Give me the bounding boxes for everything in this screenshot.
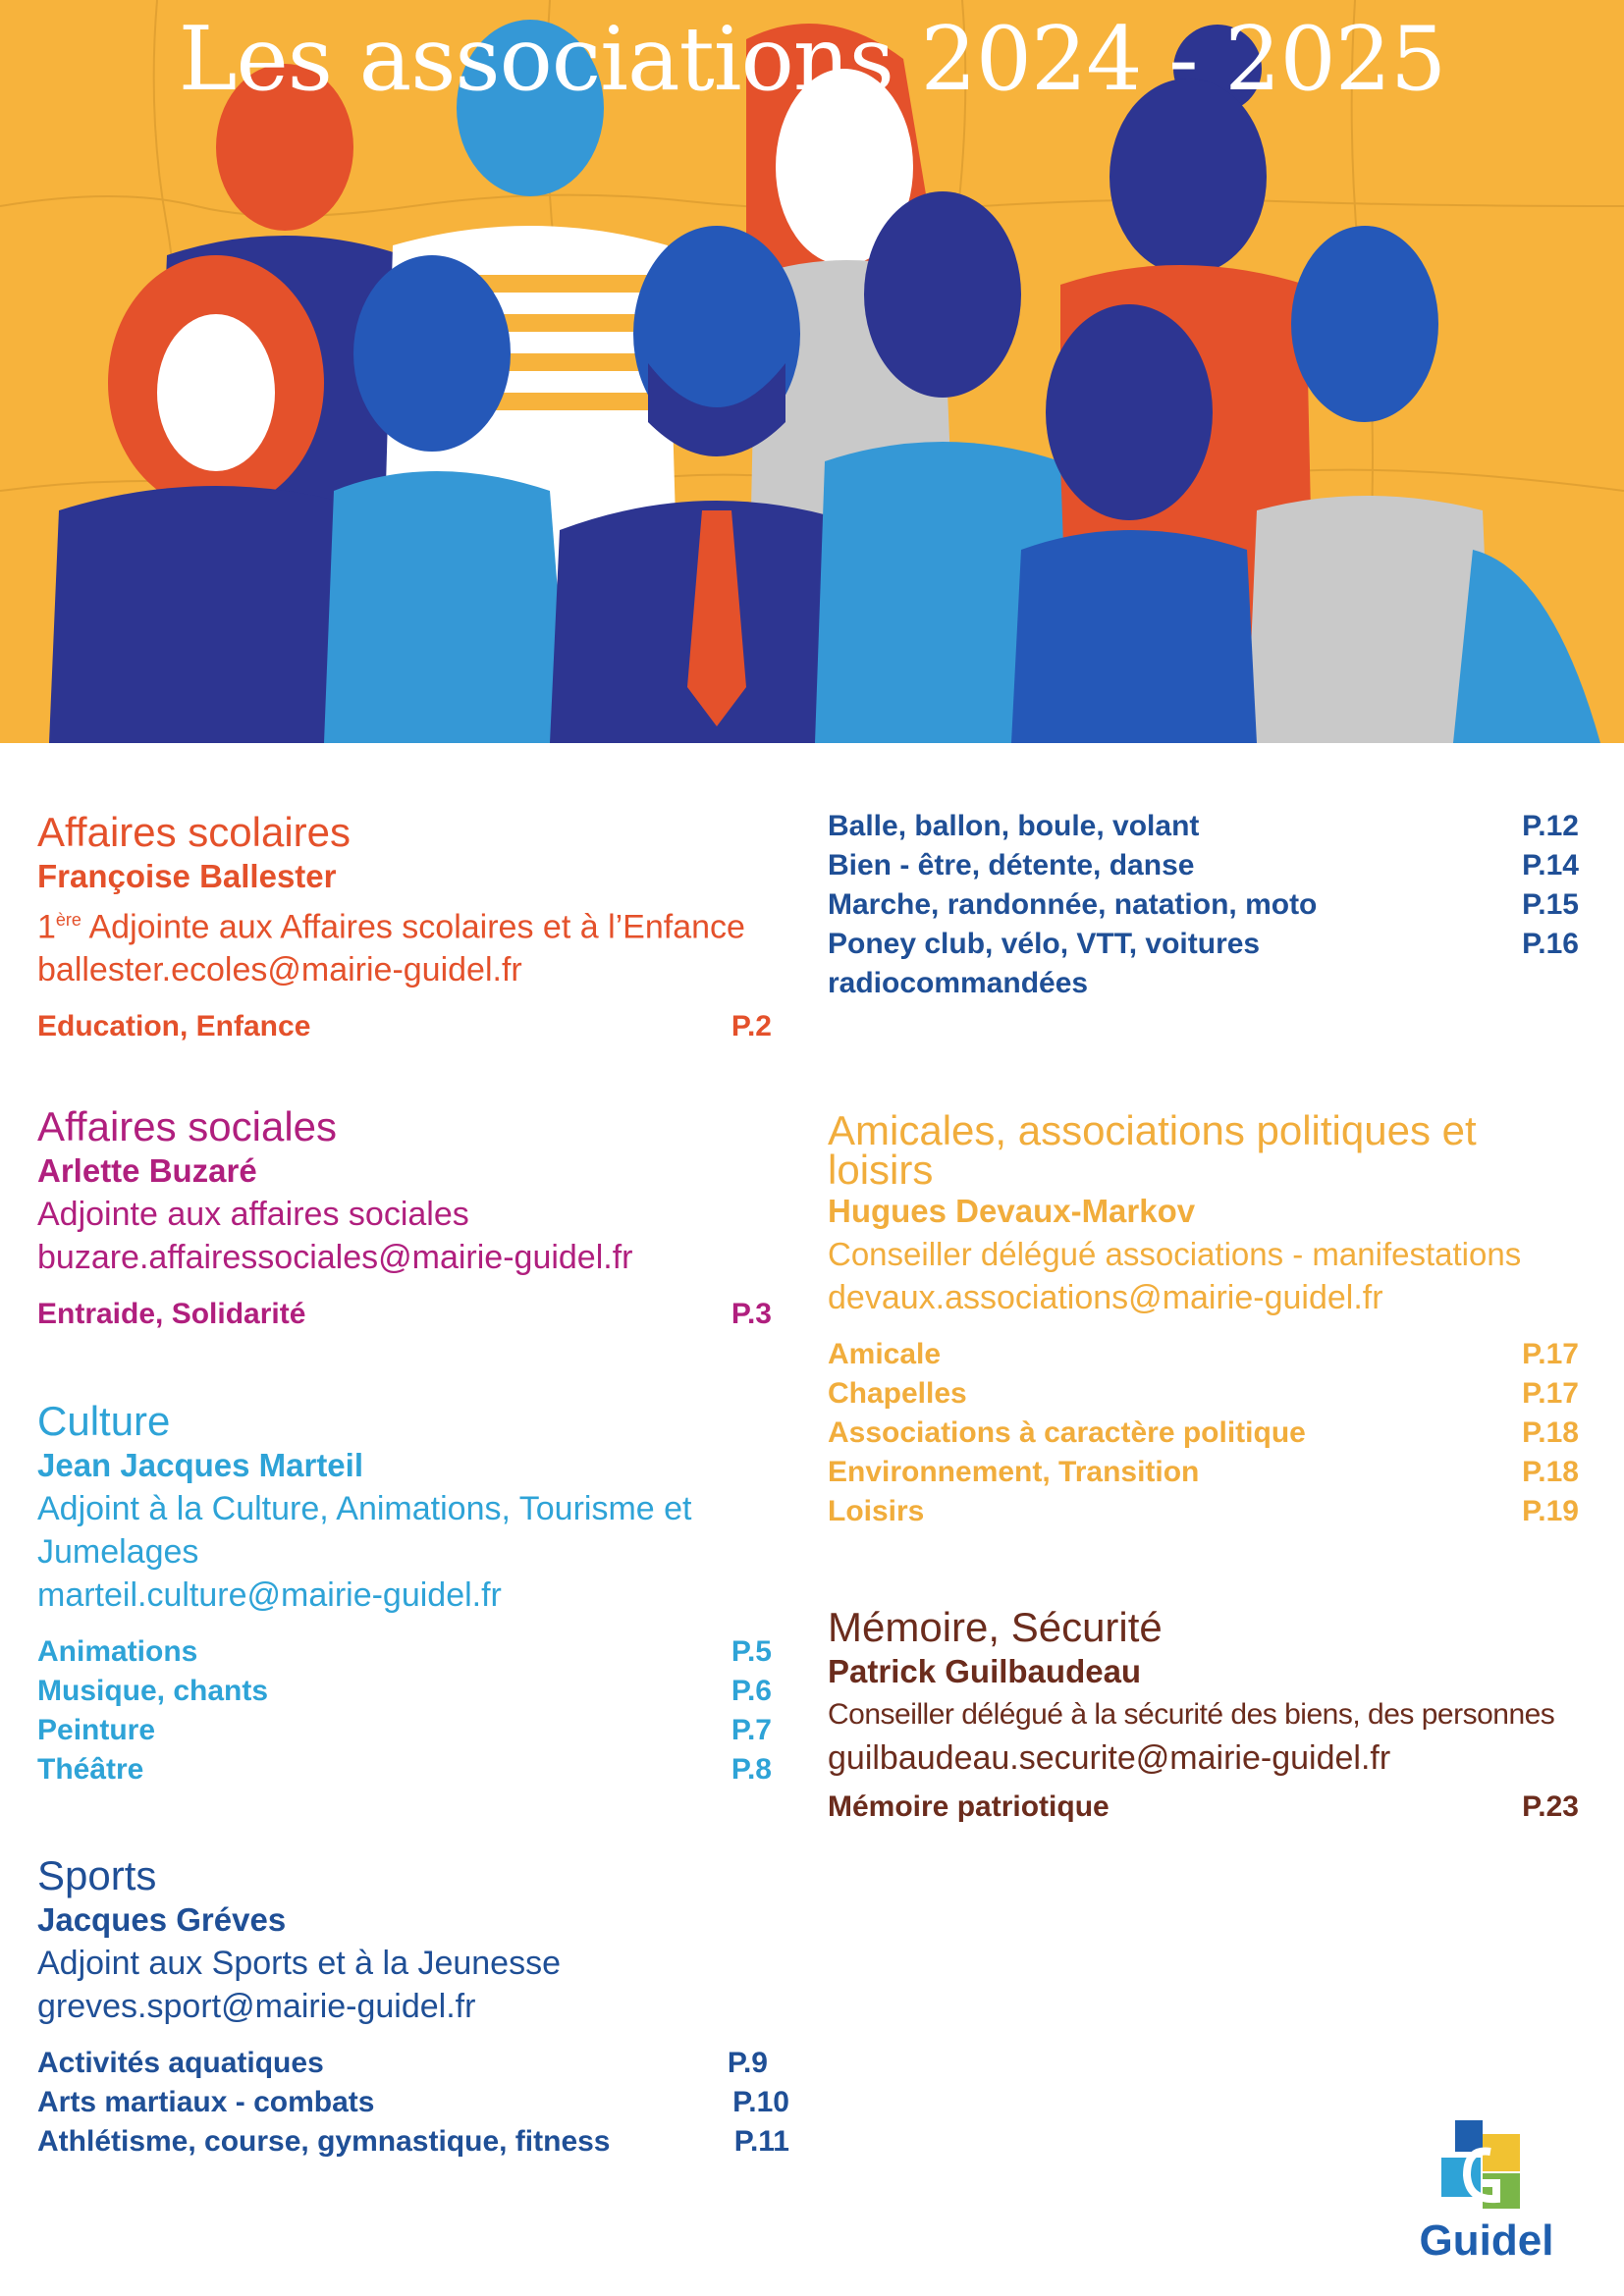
list-item[interactable]: Animations P.5	[37, 1632, 772, 1672]
page-number: P.2	[731, 1010, 772, 1043]
section-sports	[37, 1853, 789, 2162]
page-number: P.12	[1522, 810, 1579, 842]
list-item[interactable]: Musique, chants P.6	[37, 1672, 772, 1711]
section-email[interactable]: greves.sport@mairie-guidel.fr	[37, 1988, 476, 2025]
section-affaires-scolaires	[37, 810, 772, 1046]
section-items	[37, 2044, 789, 2162]
guidel-logo-mark	[1418, 2118, 1555, 2216]
section-role: Conseiller délégué à la sécurité des biens, des personnes	[828, 1698, 1555, 1731]
section-sports-continued	[828, 807, 1579, 1003]
document-title: Les associations 2024 - 2025	[178, 8, 1446, 111]
page-number: P.18	[1522, 1416, 1579, 1449]
list-item[interactable]: Education, Enfance P.2	[37, 1007, 772, 1046]
page-number: P.3	[731, 1298, 772, 1330]
list-item[interactable]: Athlétisme, course, gymnastique, fitness P.11	[37, 2122, 789, 2162]
page-number: P.7	[731, 1714, 772, 1746]
section-amicales	[828, 1107, 1579, 1531]
page-number: P.6	[731, 1675, 772, 1707]
list-item[interactable]: Théâtre P.8	[37, 1750, 772, 1789]
section-role: Adjointe aux affaires sociales	[37, 1196, 469, 1233]
page-number: P.5	[731, 1635, 772, 1668]
section-title: Culture	[37, 1398, 171, 1444]
section-email[interactable]: buzare.affairessociales@mairie-guidel.fr	[37, 1239, 633, 1276]
guidel-logo	[1418, 2118, 1555, 2275]
list-item[interactable]: Peinture P.7	[37, 1711, 772, 1750]
page-number: P.15	[1522, 888, 1579, 921]
section-person: Françoise Ballester	[37, 858, 337, 894]
list-item[interactable]: Loisirs P.19	[828, 1492, 1579, 1531]
list-item[interactable]: Mémoire patriotique P.23	[828, 1788, 1579, 1827]
section-title: Affaires sociales	[37, 1103, 338, 1149]
page-number: P.8	[731, 1753, 772, 1786]
list-item[interactable]: Bien - être, détente, danse P.14	[828, 846, 1579, 885]
page-number: P.19	[1522, 1495, 1579, 1527]
section-role: Adjoint aux Sports et à la Jeunesse	[37, 1945, 561, 1982]
section-person: Arlette Buzaré	[37, 1152, 257, 1189]
section-affaires-sociales	[37, 1104, 772, 1334]
page-number: P.9	[727, 2047, 768, 2079]
page-number: P.11	[733, 2125, 789, 2158]
section-role: Adjoint à la Culture, Animations, Tourisme et Jumelages	[37, 1490, 692, 1571]
people-illustration	[0, 0, 1624, 743]
section-title: Affaires scolaires	[37, 809, 352, 855]
section-person: Hugues Devaux-Markov	[828, 1193, 1196, 1229]
page-number: P.17	[1522, 1338, 1579, 1370]
section-items	[37, 1632, 772, 1789]
logo-text: Guidel	[1419, 2216, 1554, 2265]
section-person: Jean Jacques Marteil	[37, 1447, 363, 1483]
hero-illustration	[0, 0, 1624, 743]
list-item[interactable]: Arts martiaux - combats P.10	[37, 2083, 789, 2122]
page-number: P.10	[732, 2086, 789, 2118]
section-items	[828, 1788, 1579, 1827]
page-number: P.17	[1522, 1377, 1579, 1410]
section-items	[828, 1335, 1579, 1531]
list-item[interactable]: Amicale P.17	[828, 1335, 1579, 1374]
section-items	[37, 1007, 772, 1046]
page-number: P.14	[1522, 849, 1579, 881]
section-role: Conseiller délégué associations - manifestations	[828, 1236, 1522, 1272]
section-email[interactable]: guilbaudeau.securite@mairie-guidel.fr	[828, 1739, 1391, 1777]
page-number: P.18	[1522, 1456, 1579, 1488]
section-title: Mémoire, Sécurité	[828, 1604, 1163, 1650]
list-item[interactable]: Marche, randonnée, natation, moto P.15	[828, 885, 1579, 925]
list-item[interactable]: Balle, ballon, boule, volant P.12	[828, 807, 1579, 846]
list-item[interactable]: Environnement, Transition P.18	[828, 1453, 1579, 1492]
list-item[interactable]: Activités aquatiques P.9	[37, 2044, 789, 2083]
section-person: Patrick Guilbaudeau	[828, 1653, 1142, 1689]
page-number: P.16	[1522, 928, 1579, 960]
page-number: P.23	[1522, 1790, 1579, 1823]
section-culture	[37, 1399, 772, 1789]
section-person: Jacques Gréves	[37, 1901, 287, 1938]
section-items	[37, 1295, 772, 1334]
list-item[interactable]: Poney club, vélo, VTT, voitures radiocommandées P.16	[828, 925, 1579, 1003]
section-role: 1ère Adjointe aux Affaires scolaires et à l’Enfance	[37, 908, 745, 946]
list-item[interactable]: Entraide, Solidarité P.3	[37, 1295, 772, 1334]
section-email[interactable]: marteil.culture@mairie-guidel.fr	[37, 1576, 502, 1614]
section-title: Sports	[37, 1852, 157, 1898]
section-memoire-securite	[828, 1605, 1579, 1827]
section-email[interactable]: ballester.ecoles@mairie-guidel.fr	[37, 951, 522, 989]
list-item[interactable]: Associations à caractère politique P.18	[828, 1414, 1579, 1453]
section-email[interactable]: devaux.associations@mairie-guidel.fr	[828, 1279, 1383, 1316]
list-item[interactable]: Chapelles P.17	[828, 1374, 1579, 1414]
section-title: Amicales, associations politiques et loisirs	[828, 1107, 1477, 1193]
